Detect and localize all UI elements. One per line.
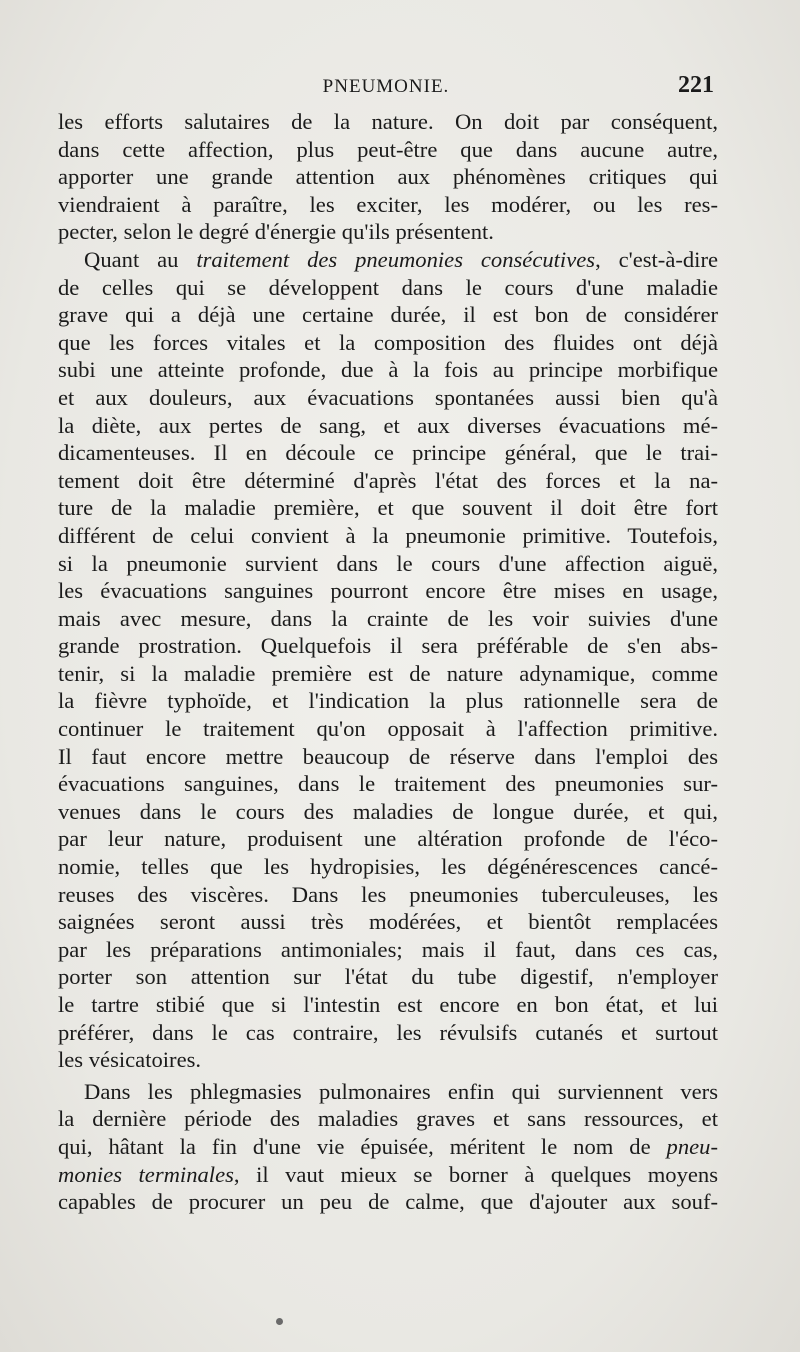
text-line: les vésicatoires.: [58, 1047, 202, 1073]
text-line: subi une atteinte profonde, due à la fois au principe morbifique: [58, 357, 718, 383]
text-line: capables de procurer un peu de calme, que d'ajouter aux souf-: [58, 1189, 718, 1215]
text-run: , il vaut mieux se borner à quelques moyens: [233, 1161, 718, 1187]
italic-term: monies terminales: [58, 1161, 234, 1187]
paragraph-3: [58, 1078, 718, 1216]
text-line: venues dans le cours des maladies de longue durée, et qui,: [58, 798, 718, 824]
paper-speck: [276, 1318, 283, 1325]
italic-term: traitement des pneumonies consécutives: [196, 246, 596, 272]
running-head: PNEUMONIE.: [322, 76, 450, 97]
text-line: la dernière période des maladies graves et sans ressources, et: [58, 1106, 718, 1132]
text-line: la fièvre typhoïde, et l'indication la plus rationnelle sera de: [58, 688, 718, 714]
text-line: les efforts salutaires de la nature. On doit par conséquent,: [58, 109, 718, 134]
body-text: [58, 108, 718, 1216]
text-line: [58, 1161, 718, 1189]
text-line: tement doit être déterminé d'après l'état des forces et la na-: [58, 467, 718, 493]
text-line: ture de la maladie première, et que souvent il doit être fort: [58, 495, 718, 521]
text-line: Il faut encore mettre beaucoup de réserve dans l'emploi des: [58, 743, 718, 769]
text-run: Quant au: [84, 246, 197, 272]
text-run: qui, hâtant la fin d'une vie épuisée, méritent le nom de: [58, 1133, 667, 1159]
text-line: nomie, telles que les hydropisies, les dégénérescences cancé-: [58, 854, 718, 880]
text-line: et aux douleurs, aux évacuations spontanées aussi bien qu'à: [58, 384, 718, 410]
text-line: [58, 246, 718, 274]
text-line: continuer le traitement qu'on opposait à l'affection primitive.: [58, 716, 718, 742]
text-line: saignées seront aussi très modérées, et bientôt remplacées: [58, 909, 718, 935]
text-line: par leur nature, produisent une altération profonde de l'éco-: [58, 826, 718, 852]
text-line: préférer, dans le cas contraire, les révulsifs cutanés et surtout: [58, 1019, 718, 1045]
text-line: porter son attention sur l'état du tube digestif, n'employer: [58, 964, 718, 990]
text-line: [58, 1133, 718, 1161]
text-line: que les forces vitales et la composition des fluides ont déjà: [58, 329, 718, 355]
text-line: apporter une grande attention aux phénomènes critiques qui: [58, 164, 718, 190]
text-line: mais avec mesure, dans la crainte de les voir suivies d'une: [58, 605, 718, 631]
text-line: grande prostration. Quelquefois il sera préférable de s'en abs-: [58, 633, 718, 659]
text-line: grave qui a déjà une certaine durée, il est bon de considérer: [58, 302, 718, 328]
text-line: évacuations sanguines, dans le traitement des pneumonies sur-: [58, 771, 718, 797]
text-line: tenir, si la maladie première est de nature adynamique, comme: [58, 660, 718, 686]
text-line: dans cette affection, plus peut-être que dans aucune autre,: [58, 136, 718, 162]
text-line: les évacuations sanguines pourront encore être mises en usage,: [58, 578, 718, 604]
text-line: viendraient à paraître, les exciter, les modérer, ou les res-: [58, 191, 718, 217]
text-line: pecter, selon le degré d'énergie qu'ils présentent.: [58, 219, 494, 245]
paragraph-2: [58, 246, 718, 1074]
text-line: de celles qui se développent dans le cours d'une maladie: [58, 274, 718, 300]
italic-term: pneu-: [666, 1133, 718, 1159]
text-line: par les préparations antimoniales; mais il faut, dans ces cas,: [58, 936, 718, 962]
text-line: Dans les phlegmasies pulmonaires enfin qui surviennent vers: [84, 1078, 718, 1104]
text-line: si la pneumonie survient dans le cours d'une affection aiguë,: [58, 550, 718, 576]
text-line: la diète, aux pertes de sang, et aux diverses évacuations mé-: [58, 412, 718, 438]
text-line: dicamenteuses. Il en découle ce principe général, que le trai-: [58, 440, 718, 466]
paragraph-1: [58, 108, 718, 246]
page-number: 221: [678, 72, 714, 98]
page-header: [58, 72, 714, 104]
text-line: reuses des viscères. Dans les pneumonies tuberculeuses, les: [58, 881, 718, 907]
text-run: , c'est-à-dire: [595, 246, 718, 272]
text-line: différent de celui convient à la pneumonie primitive. Toutefois,: [58, 522, 718, 548]
text-line: le tartre stibié que si l'intestin est encore en bon état, et lui: [58, 992, 718, 1017]
